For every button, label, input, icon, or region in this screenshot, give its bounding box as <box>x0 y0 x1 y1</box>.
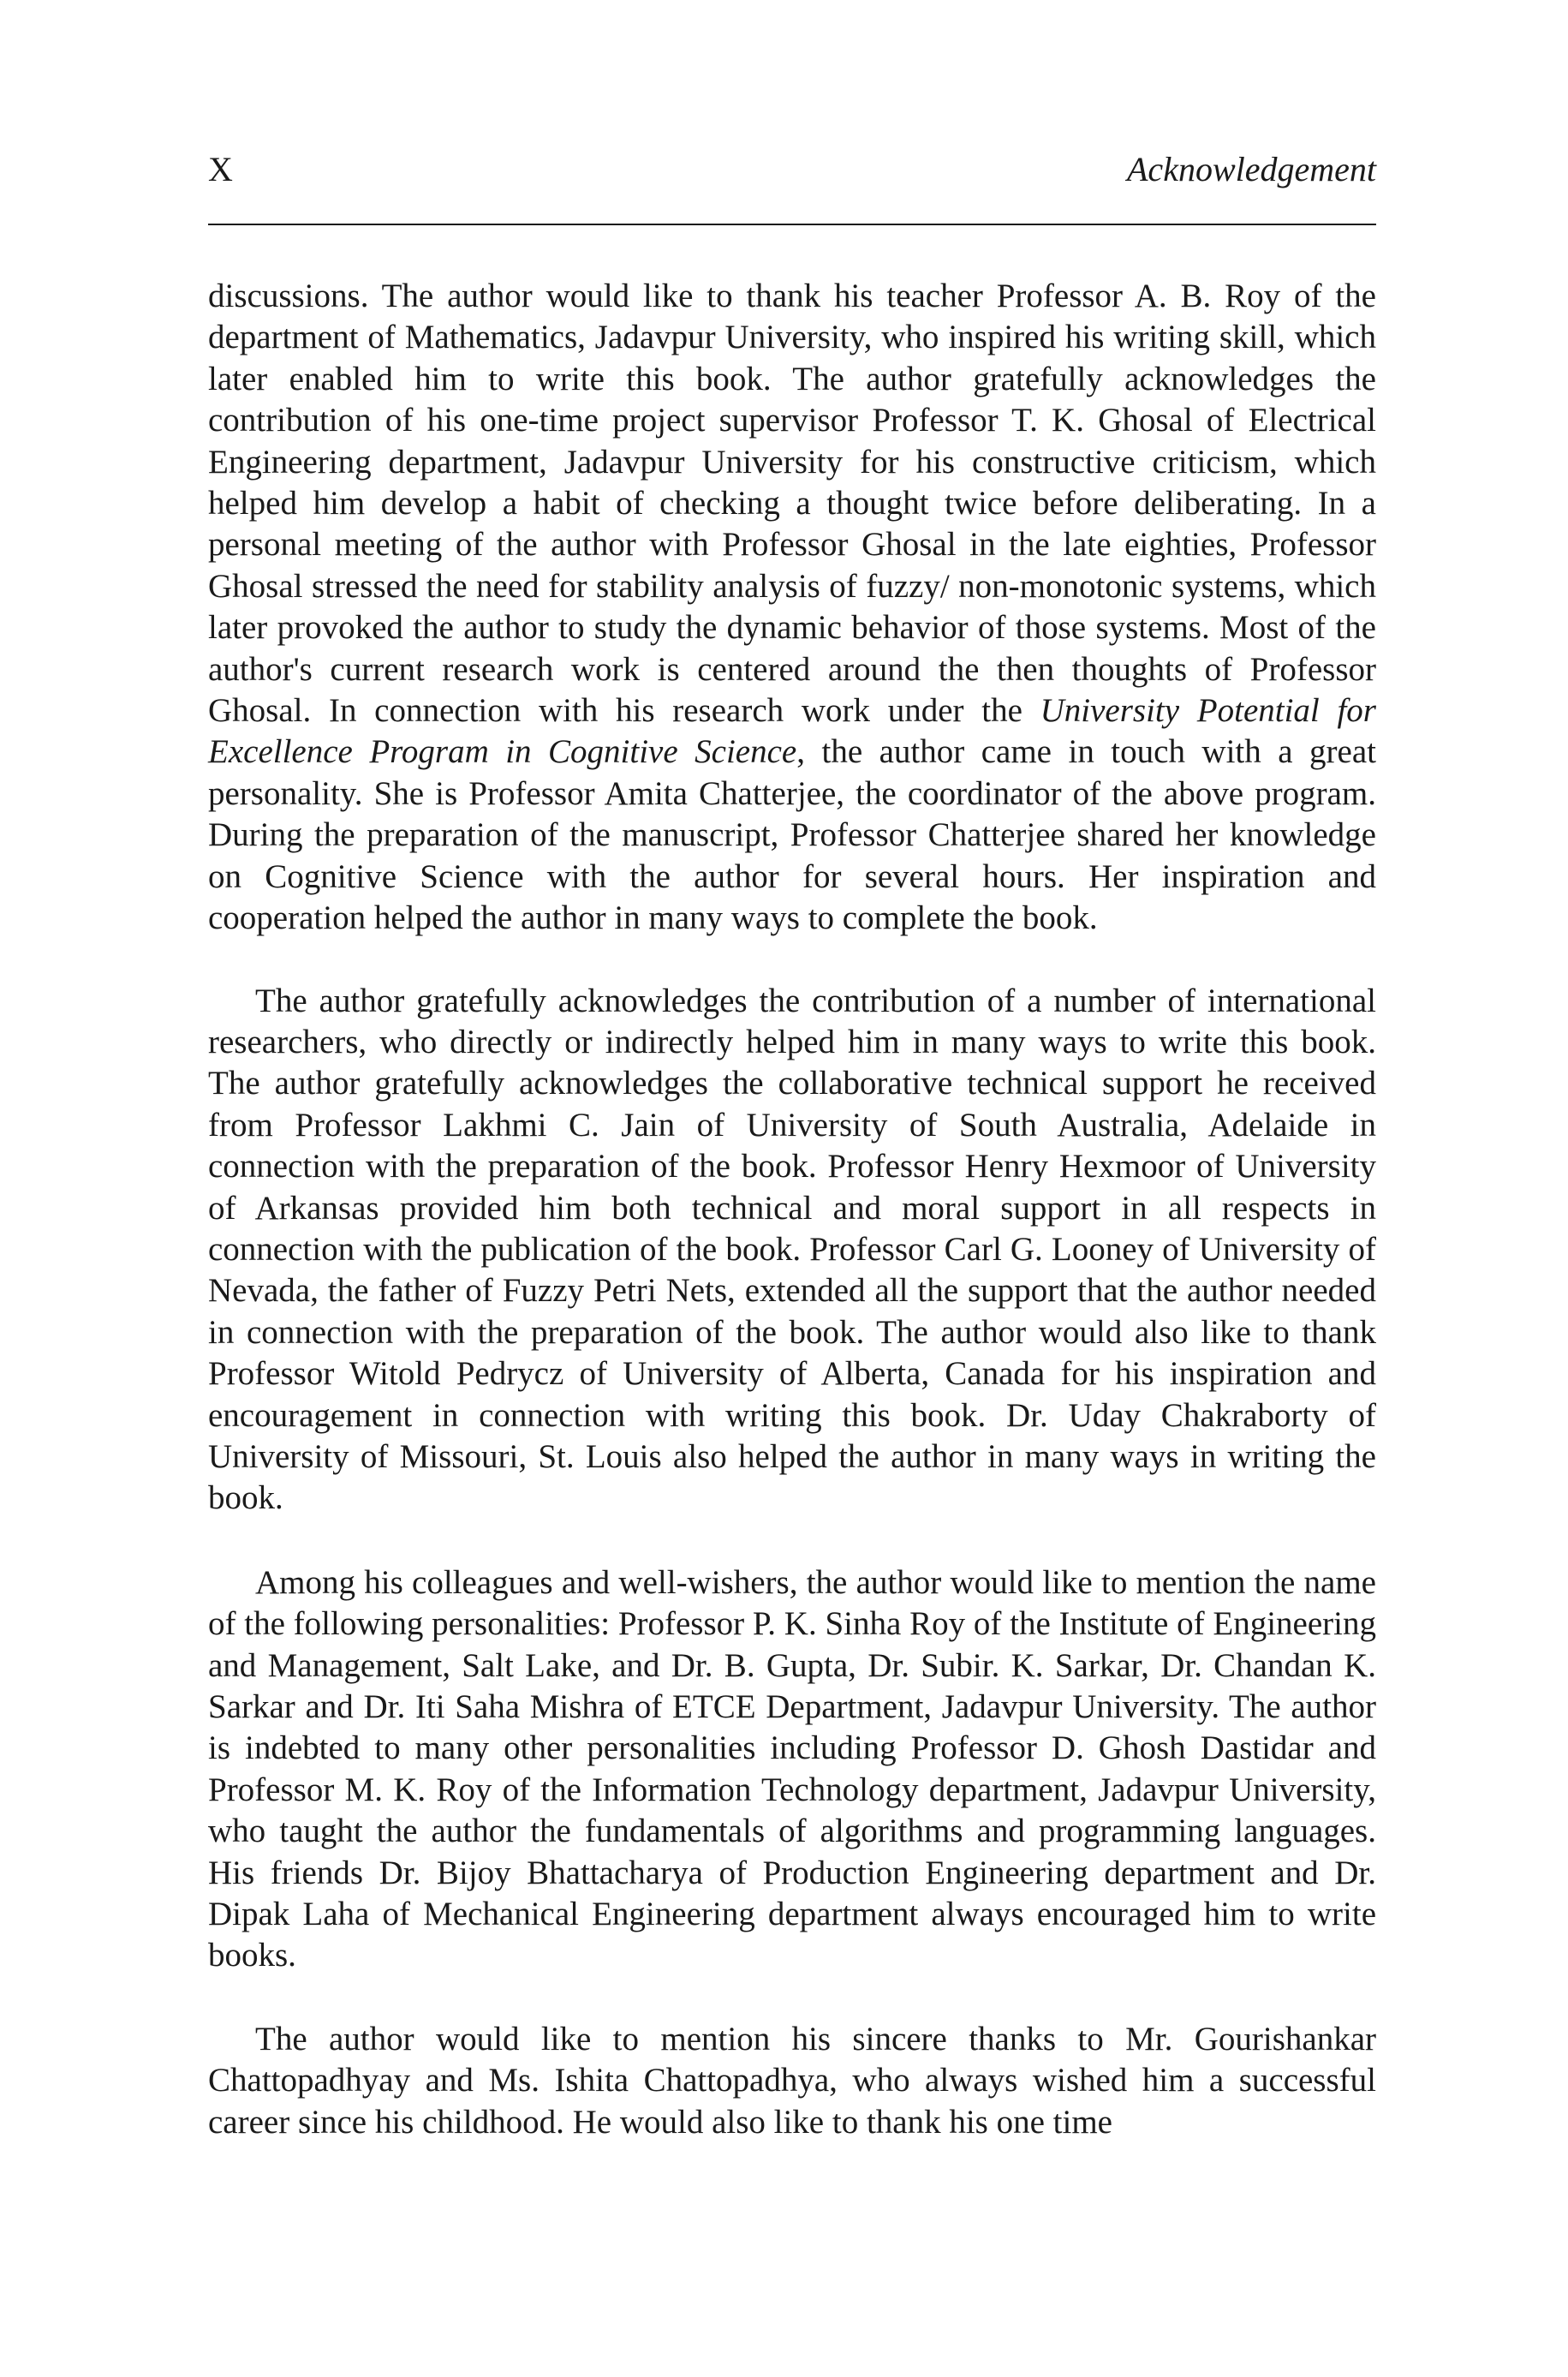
paragraph-1-text-start: discussions. The author would like to thank his teacher Professor A. B. Roy of the department of Mathematics, Jadavpur University, who inspired his writing skill, which later enabled him to write this book. The author gratefully acknowledges the contribution of his one-time project supervisor Professor T. K. Ghosal of Electrical Engineering department, Jadavpur University for his constructive criticism, which helped him develop a habit of checking a thought twice before deliberating. In a personal meeting of the author with Professor Ghosal in the late eighties, Professor Ghosal stressed the need for stability analysis of fuzzy/ non-monotonic systems, which later provoked the author to study the dynamic behavior of those systems. Most of the author's current research work is centered around the then thoughts of Professor Ghosal. In connection with his research work under the <box>208 278 1376 730</box>
header-divider <box>208 224 1376 225</box>
paragraph-4: The author would like to mention his sincere thanks to Mr. Gourishankar Chattopadhyay and Ms. Ishita Chattopadhya, who always wished him a successful career since his childhood. He would also like to thank his one time <box>208 2020 1376 2141</box>
paragraph-1 <box>208 276 1376 940</box>
paragraph-3: Among his colleagues and well-wishers, the author would like to mention the name of the following personalities: Professor P. K. Sinha Roy of the Institute of Engineering and Management, Salt Lake, and Dr. B. Gupta, Dr. Subir. K. Sarkar, Dr. Chandan K. Sarkar and Dr. Iti Saha Mishra of ETCE Department, Jadavpur University. The author is indebted to many other personalities including Professor D. Ghosh Dastidar and Professor M. K. Roy of the Information Technology department, Jadavpur University, who taught the author the fundamentals of algorithms and programming languages. His friends Dr. Bijoy Bhattacharya of Production Engineering department and Dr. Dipak Laha of Mechanical Engineering department always encouraged him to write books. <box>208 1563 1376 1974</box>
running-header <box>208 144 1376 195</box>
body-text <box>208 276 1376 2143</box>
paragraph-2: The author gratefully acknowledges the contribution of a number of international researchers, who directly or indirectly helped him in many ways to write this book. The author gratefully acknowledges the collaborative technical support he received from Professor Lakhmi C. Jain of University of South Australia, Adelaide in connection with the preparation of the book. Professor Henry Hexmoor of University of Arkansas provided him both technical and moral support in all respects in connection with the publication of the book. Professor Carl G. Looney of University of Nevada, the father of Fuzzy Petri Nets, extended all the support that the author needed in connection with the preparation of the book. The author would also like to thank Professor Witold Pedrycz of University of Alberta, Canada for his inspiration and encouragement in connection with writing this book. Dr. Uday Chakraborty of University of Missouri, St. Louis also helped the author in many ways in writing the book. <box>208 982 1376 1517</box>
paragraph-1-text-end: , the author came in touch with a great personality. She is Professor Amita Chatterjee, the coordinator of the above program. During the preparation of the manuscript, Professor Chatterjee shared her knowledge on Cognitive Science with the author for several hours. Her inspiration and cooperation helped the author in many ways to complete the book. <box>208 733 1376 937</box>
section-title: Acknowledgement <box>1127 150 1376 188</box>
page-number: X <box>208 150 234 188</box>
program-name-emphasis: University Potential for Excellence Program in Cognitive Science <box>208 692 1376 771</box>
